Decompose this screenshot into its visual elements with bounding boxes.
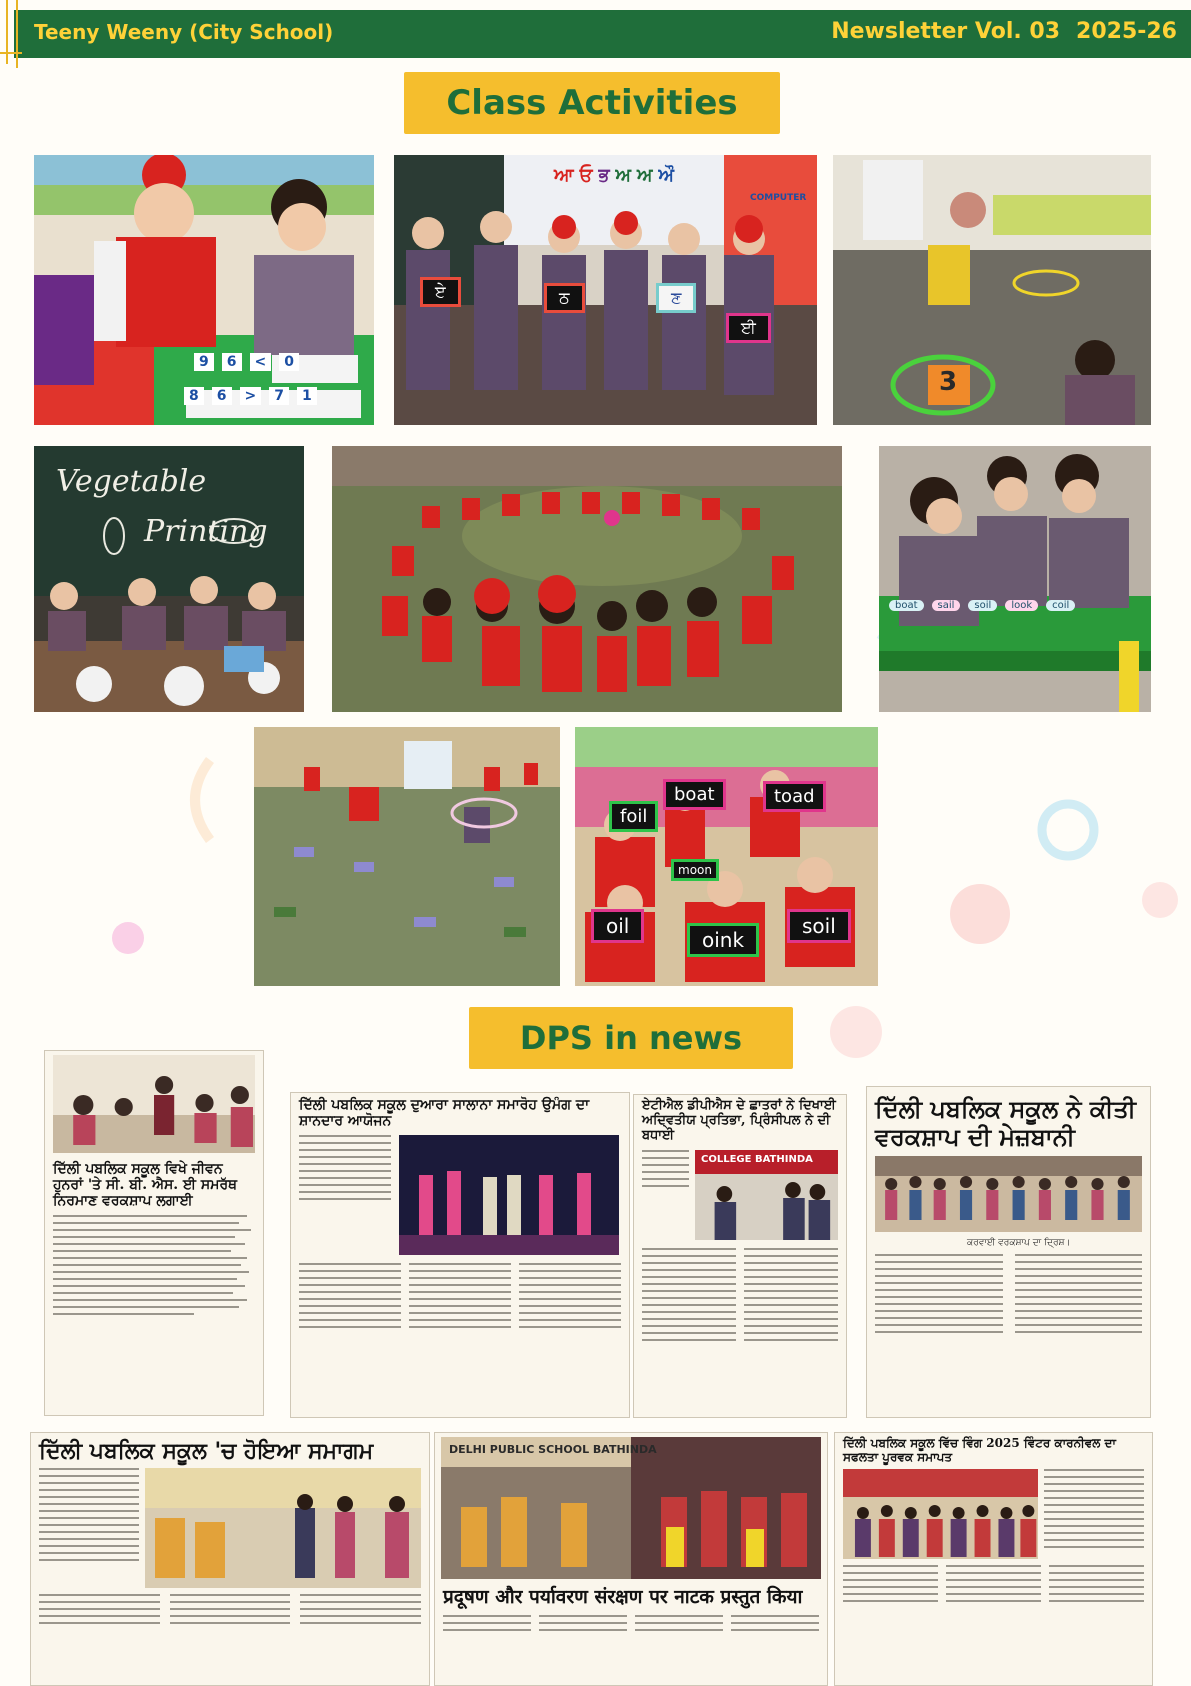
clip1-body [45, 1211, 263, 1324]
clip2-body [291, 1259, 629, 1337]
slate: ਣ [656, 283, 696, 313]
board-letter: ਅ [615, 165, 632, 186]
clip4-caption: ਕਰਵਾਈ ਵਰਕਸ਼ਾਪ ਦਾ ਦ੍ਰਿਸ਼। [967, 1238, 1071, 1249]
photo-hoop-game [833, 155, 1151, 425]
clip6-body [435, 1611, 827, 1640]
number-card-row-1 [194, 353, 299, 371]
corner-ornament-v [6, 0, 8, 64]
clip6-banner: DELHI PUBLIC SCHOOL BATHINDA [449, 1443, 657, 1456]
news-clip-winter-carnival [834, 1432, 1153, 1686]
clip5-body [31, 1590, 429, 1633]
slate: ਏ [420, 277, 461, 307]
clip7-photo [843, 1469, 1038, 1559]
number-card: 7 [269, 387, 289, 405]
clip3-photo-banner: COLLEGE BATHINDA [701, 1153, 813, 1165]
clip6-photo [441, 1437, 821, 1579]
clip7-body [835, 1561, 1152, 1611]
hoop-number: 3 [939, 367, 958, 397]
word-card: coil [1046, 600, 1075, 611]
number-card: 9 [194, 353, 214, 371]
word-card: boat [889, 600, 924, 611]
word-slate: oink [687, 923, 759, 957]
clip3-headline: ਏਟੀਐਲ ਡੀਪੀਐਸ ਦੇ ਛਾਤਰਾਂ ਨੇ ਦਿਖਾਈ ਅਦ੍ਵਿਤੀਯ ਪ੍ਰਤਿਭਾ, ਪ੍ਰਿੰਸੀਪਲ ਨੇ ਦੀ ਬਧਾਈ [642, 1098, 836, 1143]
news-clip-function [30, 1432, 430, 1686]
clip5-photo [145, 1468, 421, 1588]
chalkboard-title-1: Vegetable [56, 464, 207, 499]
photo-children-circle [332, 446, 842, 712]
number-card: 8 [184, 387, 204, 405]
clip3-body [634, 1244, 846, 1350]
word-card: soil [968, 600, 997, 611]
news-clip-atl-achievement [633, 1094, 847, 1418]
news-clip-hosted-workshop [866, 1086, 1151, 1418]
corner-ornament-v2 [16, 0, 18, 68]
slate: ਈ [726, 313, 771, 343]
word-slate: oil [591, 909, 644, 943]
newsletter-title [831, 14, 1177, 50]
chalkboard-title-2: Printing [144, 514, 268, 549]
photo-outdoor-game [254, 727, 560, 986]
symbol-card: > [240, 387, 262, 405]
class-activities-title: Class Activities [404, 72, 780, 134]
word-slate: toad [763, 781, 826, 812]
clip4-photo [875, 1156, 1142, 1232]
clip7-headline: ਦਿੱਲੀ ਪਬਲਿਕ ਸਕੂਲ ਵਿੱਚ ਵਿੰਗ 2025 ਵਿੰਟਰ ਕਾਰਨੀਵਲ ਦਾ ਸਫਲਤਾ ਪੂਰਵਕ ਸਮਾਪਤ [843, 1436, 1116, 1464]
board-letters [554, 165, 674, 186]
word-slate: foil [609, 801, 658, 832]
photo-children-slates [394, 155, 817, 425]
word-slate: boat [663, 779, 726, 810]
board-letter: ਔ [658, 165, 674, 186]
corner-ornament-h [0, 52, 22, 54]
word-slate: moon [671, 859, 719, 881]
photo-number-cards [34, 155, 374, 425]
news-clip-drama [434, 1432, 828, 1686]
clip4-body [867, 1250, 1150, 1342]
news-clip-workshop-life-skills [44, 1050, 264, 1416]
board-letter: ਓ [579, 165, 593, 186]
number-card: 6 [212, 387, 232, 405]
clip6-headline: प्रदूषण और पर्यावरण संरक्षण पर नाटक प्रस्तुत किया [443, 1586, 803, 1608]
newsletter-volume: Newsletter Vol. 03 [831, 19, 1061, 44]
photo-vegetable-printing [34, 446, 304, 712]
slate: ਠ [544, 283, 585, 313]
school-name: Teeny Weeny (City School) [34, 20, 334, 44]
word-card-row [889, 600, 1139, 611]
newsletter-session: 2025-26 [1076, 19, 1177, 44]
board-letter: ਭ [598, 165, 610, 186]
number-card: 6 [222, 353, 242, 371]
clip4-headline: ਦਿੱਲੀ ਪਬਲਿਕ ਸਕੂਲ ਨੇ ਕੀਤੀ ਵਰਕਸ਼ਾਪ ਦੀ ਮੇਜ਼ਬਾਨੀ [875, 1094, 1137, 1151]
number-card-row-2 [184, 387, 317, 405]
word-slate: soil [787, 909, 851, 943]
number-card: 0 [279, 353, 299, 371]
clip5-body-left [39, 1468, 139, 1588]
clip2-body-left [299, 1135, 391, 1255]
word-card: sail [932, 600, 961, 611]
clip1-headline: ਦਿੱਲੀ ਪਬਲਿਕ ਸਕੂਲ ਵਿਖੇ ਜੀਵਨ ਹੁਨਰਾਂ 'ਤੇ ਸੀ. ਬੀ. ਐਸ. ਈ ਸਮਰੱਥ ਨਿਰਮਾਣ ਵਰਕਸ਼ਾਪ ਲਗਾਈ [53, 1161, 237, 1210]
clip5-headline: ਦਿੱਲੀ ਪਬਲਿਕ ਸਕੂਲ 'ਚ ਹੋਇਆ ਸਮਾਗਮ [39, 1438, 374, 1464]
symbol-card: < [250, 353, 272, 371]
board-letter: ਆ [554, 165, 574, 186]
word-card: look [1005, 600, 1038, 611]
clip3-photo [695, 1150, 838, 1240]
board-letter: ਅ [637, 165, 653, 186]
clip7-body-right [1044, 1469, 1144, 1559]
clip2-headline: ਦਿੱਲੀ ਪਬਲਿਕ ਸਕੂਲ ਦੁਆਰਾ ਸਾਲਾਨਾ ਸਮਾਰੋਹ ਉਮੰਗ ਦਾ ਸ਼ਾਨਦਾਰ ਆਯੋਜਨ [299, 1097, 590, 1130]
photo-word-cards [879, 446, 1151, 712]
news-title: DPS in news [469, 1007, 793, 1069]
computer-sign: COMPUTER [750, 193, 807, 203]
number-card: 1 [297, 387, 317, 405]
clip1-photo [53, 1055, 255, 1153]
news-clip-annual-function [290, 1092, 630, 1418]
photo-word-slates [575, 727, 878, 986]
clip3-body-left [642, 1150, 689, 1240]
clip2-photo [399, 1135, 619, 1255]
